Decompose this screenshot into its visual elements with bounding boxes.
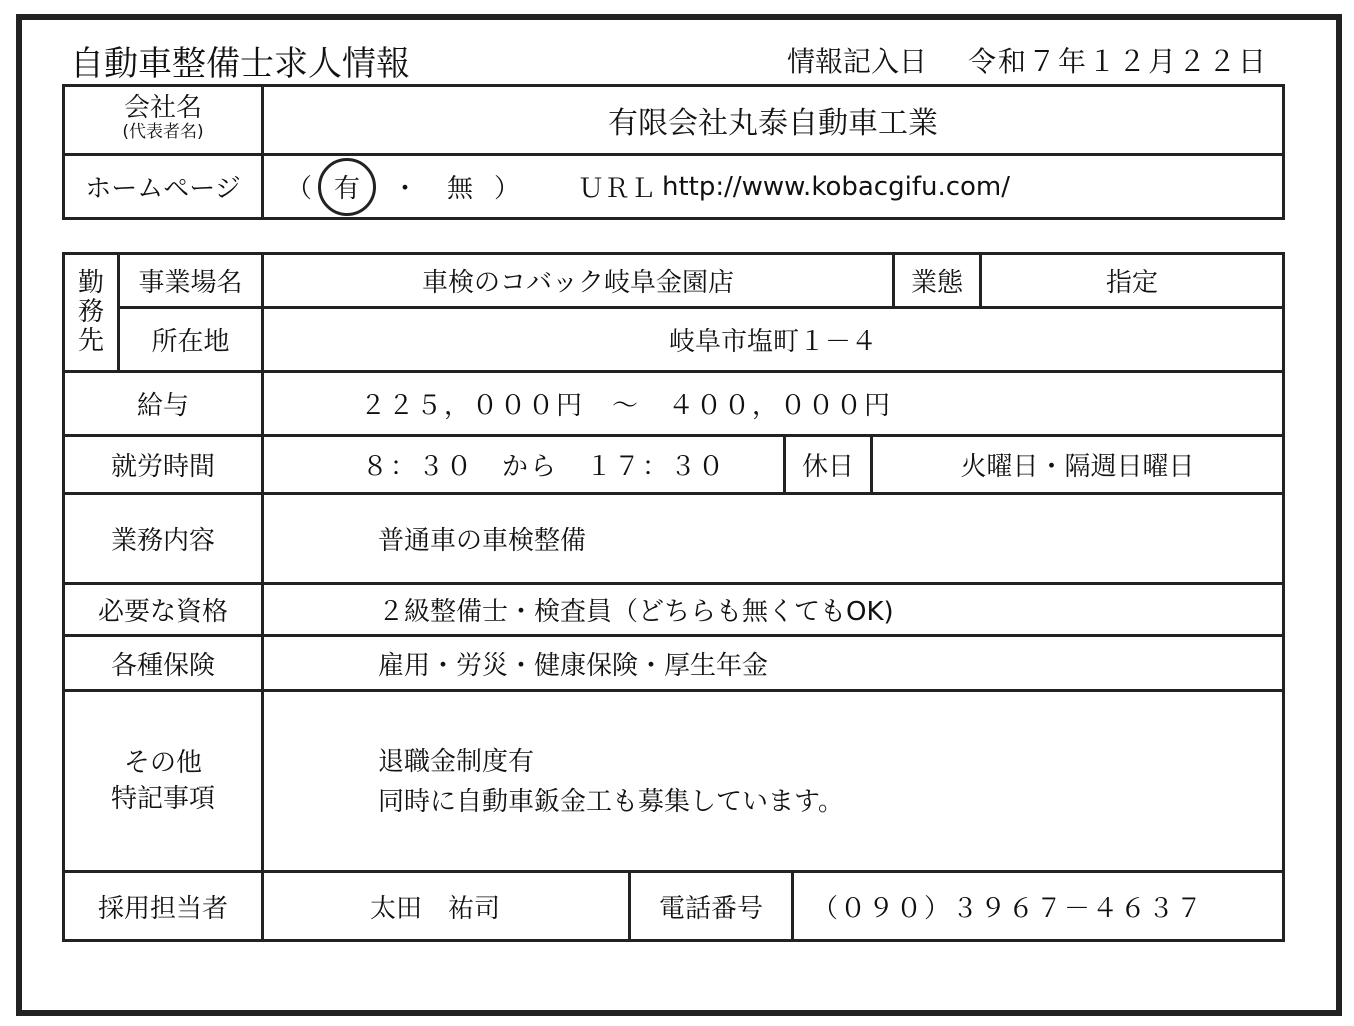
holiday-label: 休日 — [801, 452, 854, 482]
workplace-group-char: 先 — [77, 326, 104, 356]
job-table-column-divider — [791, 870, 794, 942]
qualifications-value: ２級整備士・検査員（どちらも無くてもOK) — [378, 597, 894, 627]
homepage-url-link[interactable]: http://www.kobacgifu.com/ — [662, 171, 1011, 202]
date-label: 情報記入日 — [787, 45, 928, 78]
salary-value: ２２５，０００円 ～ ４００，０００円 — [360, 391, 893, 421]
contact-person-label: 採用担当者 — [97, 893, 228, 924]
homepage-option-yes[interactable]: 有 — [333, 174, 360, 204]
address-value: 岐阜市塩町１－４ — [668, 327, 877, 357]
homepage-url-label: ＵＲＬ — [577, 174, 656, 204]
homepage-option-separator: ・ — [392, 174, 419, 204]
phone-value[interactable]: （０９０）３９６７－４６３７ — [812, 893, 1205, 924]
company-name: 有限会社丸泰自動車工業 — [608, 106, 938, 141]
workplace-name-label: 事業場名 — [138, 268, 243, 298]
address-label: 所在地 — [151, 327, 230, 357]
hours-label: 就労時間 — [110, 452, 215, 482]
page-title: 自動車整備士求人情報 — [70, 44, 410, 84]
duties-label: 業務内容 — [110, 526, 215, 556]
homepage-close-paren: ） — [493, 174, 520, 204]
business-type-value: 指定 — [1105, 268, 1158, 298]
phone-label: 電話番号 — [658, 893, 763, 924]
company-sublabel: (代表者名) — [122, 122, 204, 142]
workplace-group-char: 務 — [77, 297, 104, 327]
notes-label-line: その他 — [123, 748, 202, 778]
workplace-group-label — [65, 255, 117, 370]
insurance-value: 雇用・労災・健康保険・厚生年金 — [378, 650, 769, 681]
company-label: 会社名 — [123, 93, 202, 123]
business-type-label: 業態 — [910, 268, 963, 298]
workplace-name-value: 車検のコバック岐阜金園店 — [421, 268, 734, 298]
notes-label-line: 特記事項 — [110, 784, 215, 814]
holiday-value: 火曜日・隔週日曜日 — [960, 452, 1195, 482]
date-value: 令和７年１２月２２日 — [968, 45, 1269, 78]
workplace-group-char: 勤 — [77, 268, 104, 298]
hours-value: ８：３０ から １７：３０ — [362, 452, 727, 482]
notes-label — [65, 692, 261, 870]
insurance-label: 各種保険 — [110, 650, 215, 681]
notes-line: 退職金制度有 — [378, 747, 535, 777]
duties-value: 普通車の車検整備 — [378, 526, 587, 556]
notes-value — [378, 742, 844, 822]
homepage-option-no[interactable]: 無 — [446, 174, 473, 204]
notes-line: 同時に自動車鈑金工も募集しています。 — [378, 787, 844, 817]
company-label-cell — [65, 87, 261, 153]
homepage-open-paren: （ — [285, 174, 312, 204]
contact-person-value: 太田 祐司 — [370, 893, 501, 924]
salary-label: 給与 — [136, 391, 189, 421]
homepage-label: ホームページ — [85, 174, 241, 204]
qualifications-label: 必要な資格 — [97, 597, 228, 627]
